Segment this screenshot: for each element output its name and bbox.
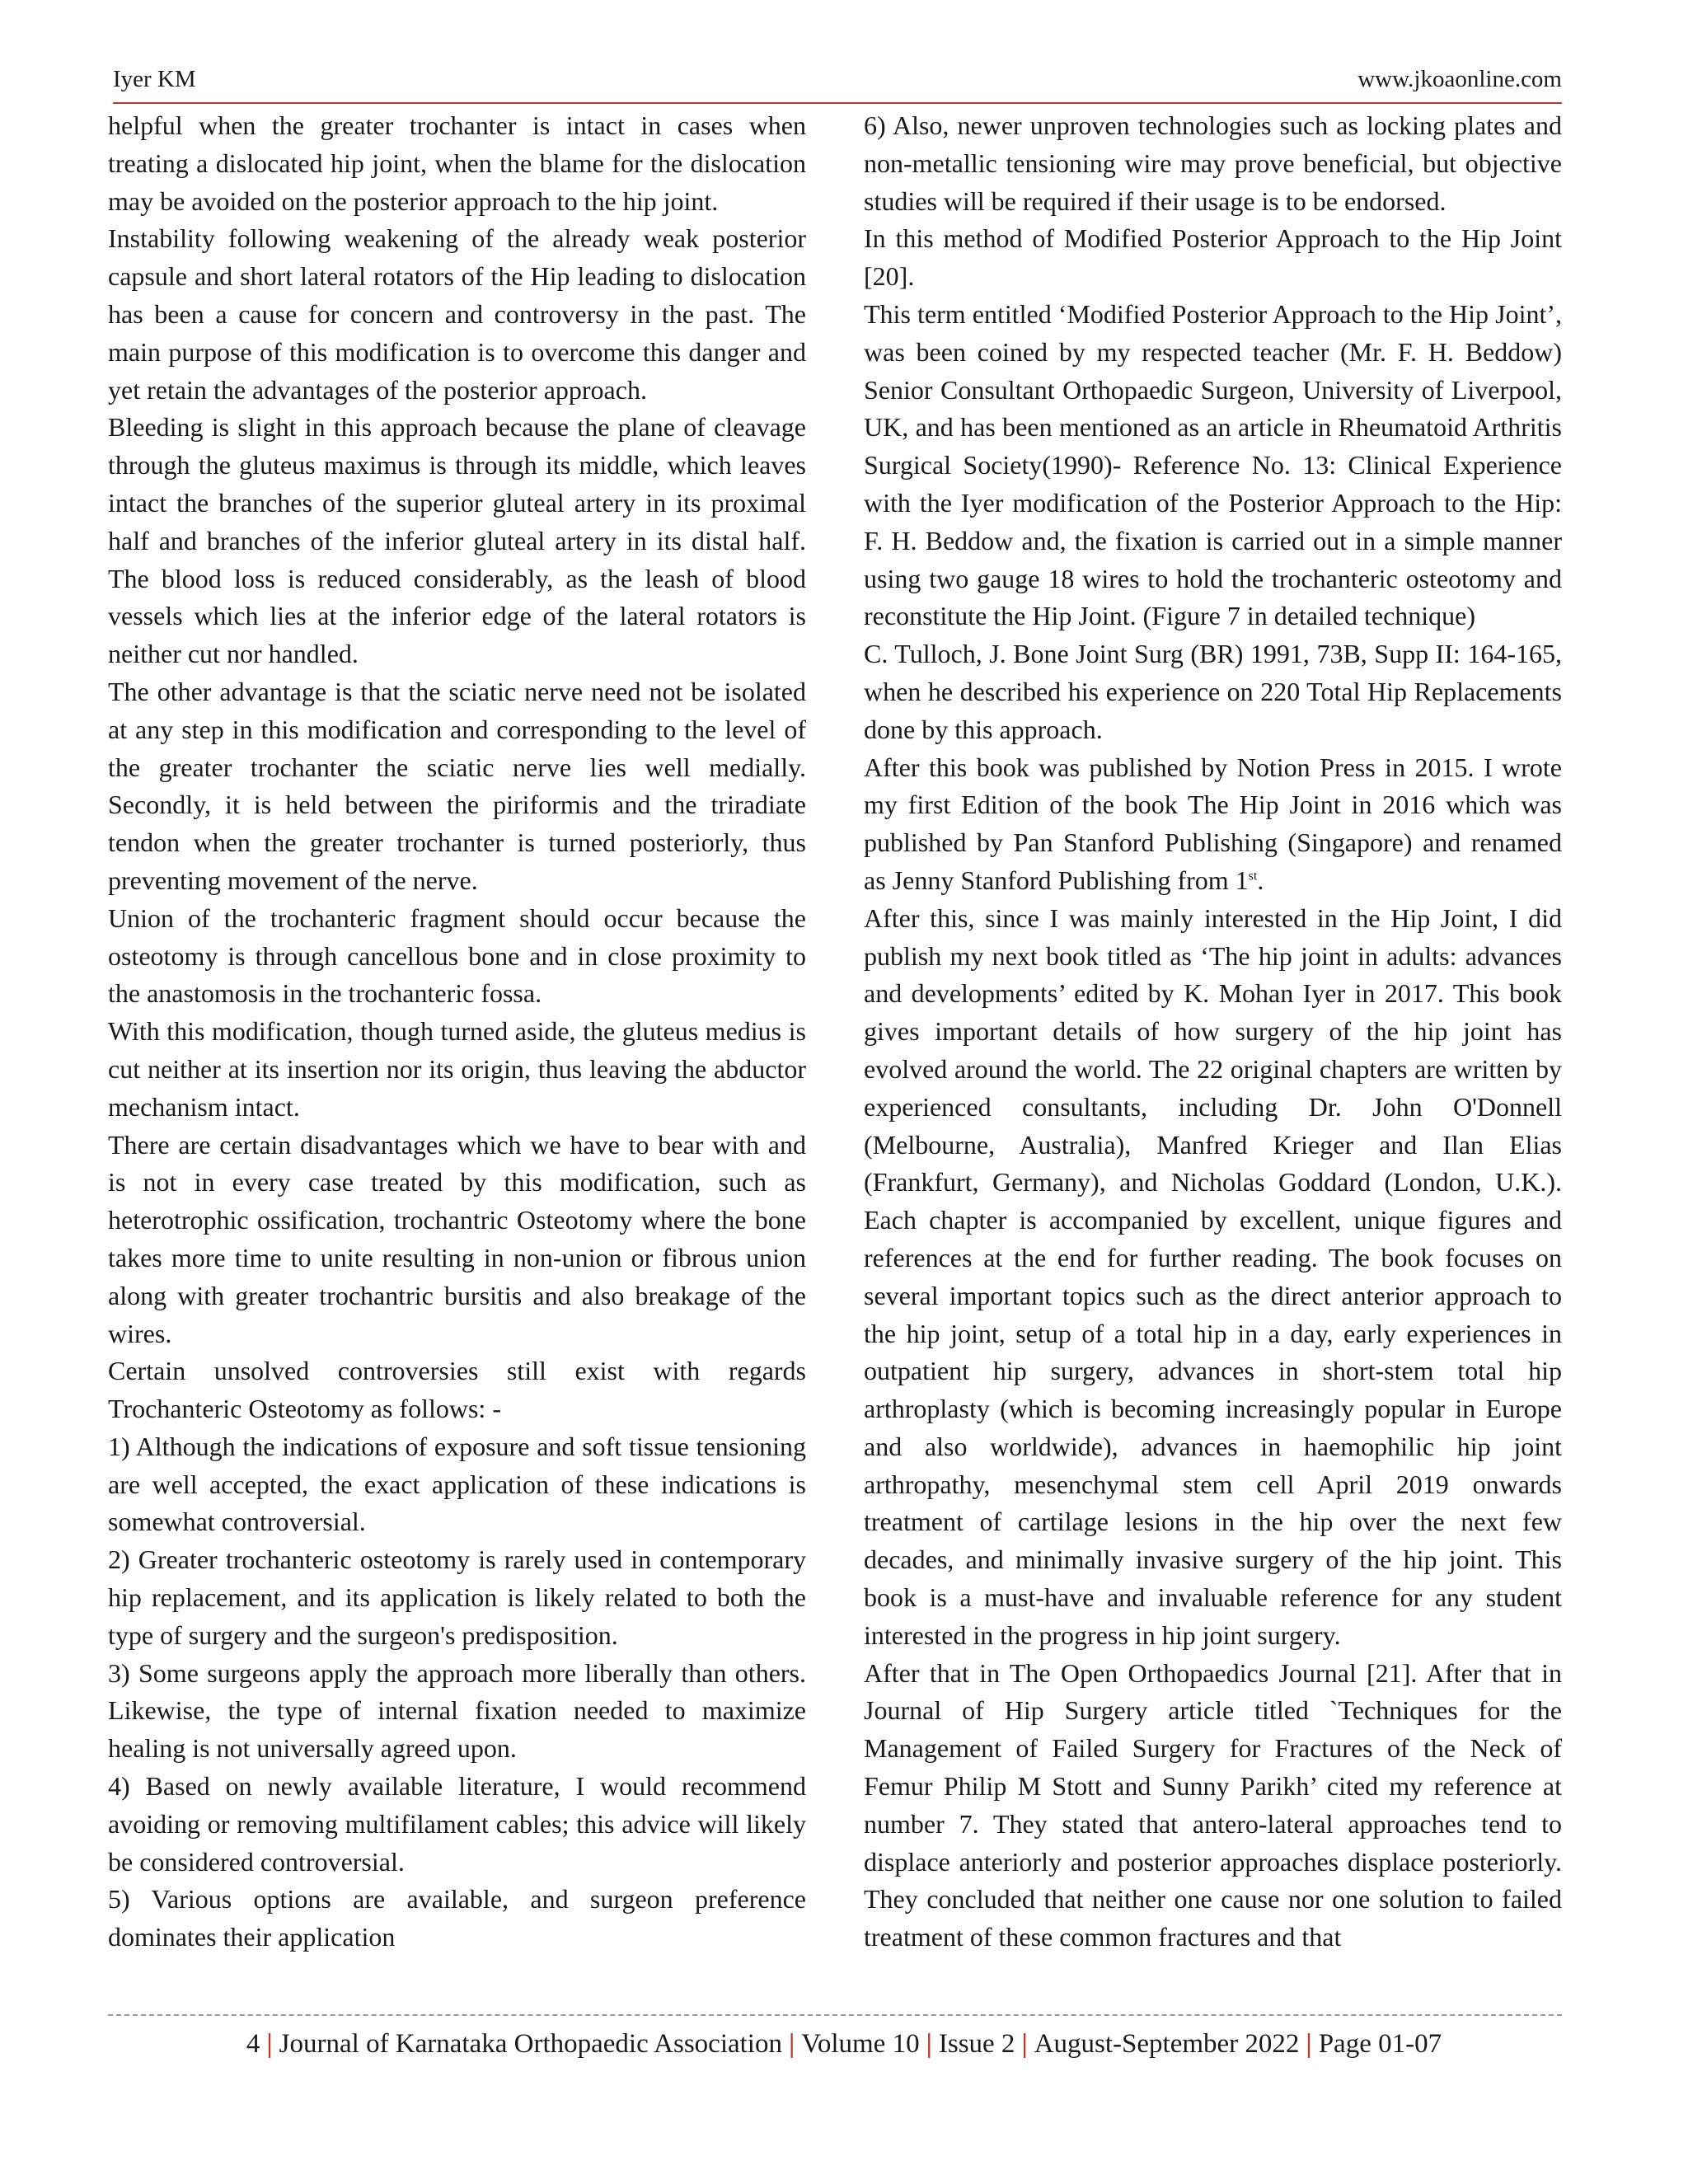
footer-date: August-September 2022 (1034, 2029, 1300, 2059)
paragraph: Certain unsolved controversies still exist with regards Trochanteric Osteotomy as follows: - (108, 1356, 806, 1424)
running-header (113, 66, 1562, 104)
superscript: st (1248, 869, 1258, 883)
right-column (864, 107, 1562, 1957)
header-author: Iyer KM (113, 66, 196, 92)
footer-separator: | (1021, 2029, 1028, 2059)
footer-divider (108, 2014, 1562, 2016)
left-column (108, 107, 806, 1957)
paragraph-tail: . (1257, 865, 1264, 895)
paragraph: There are certain disadvantages which we have to bear with and is not in every case treated by this modification, such as heterotrophic ossification, trochantric Osteotomy where the bone takes more time to unite resulting in non-union or fibrous union along with greater trochantric bursitis and also breakage of the wires. (108, 1129, 806, 1348)
list-item: 4) Based on newly available literature, I would recommend avoiding or removing multifilament cables; this advice will likely be considered controversial. (108, 1771, 806, 1877)
paragraph: In this method of Modified Posterior Approach to the Hip Joint [20]. (864, 223, 1562, 292)
footer-separator: | (266, 2029, 273, 2059)
footer-issue: Issue 2 (938, 2029, 1015, 2059)
paragraph: After this, since I was mainly interested in the Hip Joint, I did publish my next book titled as ‘The hip joint in adults: advances and developments’ edited by K. Mohan Iyer in 2017. This book gives important details of how surgery of the hip joint has evolved around the world. The 22 original chapters are written by experienced consultants, including Dr. John O'Donnell (Melbourne, Australia), Manfred Krieger and Ilan Elias (Frankfurt, Germany), and Nicholas Goddard (London, U.K.). Each chapter is accompanied by excellent, unique figures and references at the end for further reading. The book focuses on several important topics such as the direct anterior approach to the hip joint, setup of a total hip in a day, early experiences in outpatient hip surgery, advances in short-stem total hip arthroplasty (which is becoming increasingly popular in Europe and also worldwide), advances in haemophilic hip joint arthropathy, mesenchymal stem cell April 2019 onwards treatment of cartilage lesions in the hip over the next few decades, and minimally invasive surgery of the hip joint. This book is a must-have and invaluable reference for any student interested in the progress in hip joint surgery. (864, 902, 1562, 1650)
footer-separator: | (926, 2029, 932, 2059)
list-item: 3) Some surgeons apply the approach more liberally than others. Likewise, the type of internal fixation needed to maximize healing is not universally agreed upon. (108, 1657, 806, 1764)
paragraph-text: After this book was published by Notion Press in 2015. I wrote my first Edition of the book The Hip Joint in 2016 which was published by Pan Stanford Publishing (Singapore) and renamed as Jenny Stanford Publishing from 1 (864, 752, 1562, 895)
list-item: 5) Various options are available, and surgeon preference dominates their application (108, 1884, 806, 1952)
paragraph: This term entitled ‘Modified Posterior Approach to the Hip Joint’, was been coined by my respected teacher (Mr. F. H. Beddow) Senior Consultant Orthopaedic Surgeon, University of Liverpool, UK, and has been mentioned as an article in Rheumatoid Arthritis Surgical Society(1990)- Reference No. 13: Clinical Experience with the Iyer modification of the Posterior Approach to the Hip: F. H. Beddow and, the fixation is carried out in a simple manner using two gauge 18 wires to hold the trochanteric osteotomy and reconstitute the Hip Joint. (Figure 7 in detailed technique) (864, 298, 1562, 631)
footer-journal-name: Journal of Karnataka Orthopaedic Association (279, 2029, 782, 2059)
footer-volume: Volume 10 (801, 2029, 920, 2059)
paragraph: helpful when the greater trochanter is intact in cases when treating a dislocated hip joint, when the blame for the dislocation may be avoided on the posterior approach to the hip joint. (108, 110, 806, 216)
list-item: 6) Also, newer unproven technologies such as locking plates and non-metallic tensioning wire may prove beneficial, but objective studies will be required if their usage is to be endorsed. (864, 110, 1562, 216)
footer-pages: Page 01-07 (1318, 2029, 1442, 2059)
paragraph: With this modification, though turned aside, the gluteus medius is cut neither at its insertion nor its origin, thus leaving the abductor mechanism intact. (108, 1016, 806, 1122)
paragraph: Bleeding is slight in this approach because the plane of cleavage through the gluteus maximus is through its middle, which leaves intact the branches of the superior gluteal artery in its proximal half and branches of the inferior gluteal artery in its distal half. The blood loss is reduced considerably, as the leash of blood vessels which lies at the inferior edge of the lateral rotators is neither cut nor handled. (108, 412, 806, 669)
journal-footer (0, 2026, 1688, 2062)
list-item: 2) Greater trochanteric osteotomy is rarely used in contemporary hip replacement, and its application is likely related to both the type of surgery and the surgeon's predisposition. (108, 1544, 806, 1650)
list-item: 1) Although the indications of exposure and soft tissue tensioning are well accepted, the exact application of these indications is somewhat controversial. (108, 1431, 806, 1537)
paragraph: Union of the trochanteric fragment should occur because the osteotomy is through cancellous bone and in close proximity to the anastomosis in the trochanteric fossa. (108, 902, 806, 1009)
paragraph: After that in The Open Orthopaedics Journal [21]. After that in Journal of Hip Surgery article titled `Techniques for the Management of Failed Surgery for Fractures of the Neck of Femur Philip M Stott and Sunny Parikh’ cited my reference at number 7. They stated that antero-lateral approaches tend to displace anteriorly and posterior approaches displace posteriorly. They concluded that neither one cause nor one solution to failed treatment of these common fractures and that (864, 1657, 1562, 1952)
paragraph: Instability following weakening of the already weak posterior capsule and short lateral rotators of the Hip leading to dislocation has been a cause for concern and controversy in the past. The main purpose of this modification is to overcome this danger and yet retain the advantages of the posterior approach. (108, 223, 806, 405)
footer-page-number: 4 (246, 2029, 260, 2059)
paragraph: C. Tulloch, J. Bone Joint Surg (BR) 1991, 73B, Supp II: 164-165, when he described his experience on 220 Total Hip Replacements done by this approach. (864, 639, 1562, 744)
header-website: www.jkoaonline.com (1357, 66, 1562, 92)
footer-separator: | (788, 2029, 795, 2059)
paragraph (864, 749, 1562, 900)
footer-separator: | (1306, 2029, 1312, 2059)
paragraph: The other advantage is that the sciatic nerve need not be isolated at any step in this modification and corresponding to the level of the greater trochanter the sciatic nerve lies well medially. Secondly, it is held between the piriformis and the triradiate tendon when the greater trochanter is turned posteriorly, thus preventing movement of the nerve. (108, 676, 806, 895)
